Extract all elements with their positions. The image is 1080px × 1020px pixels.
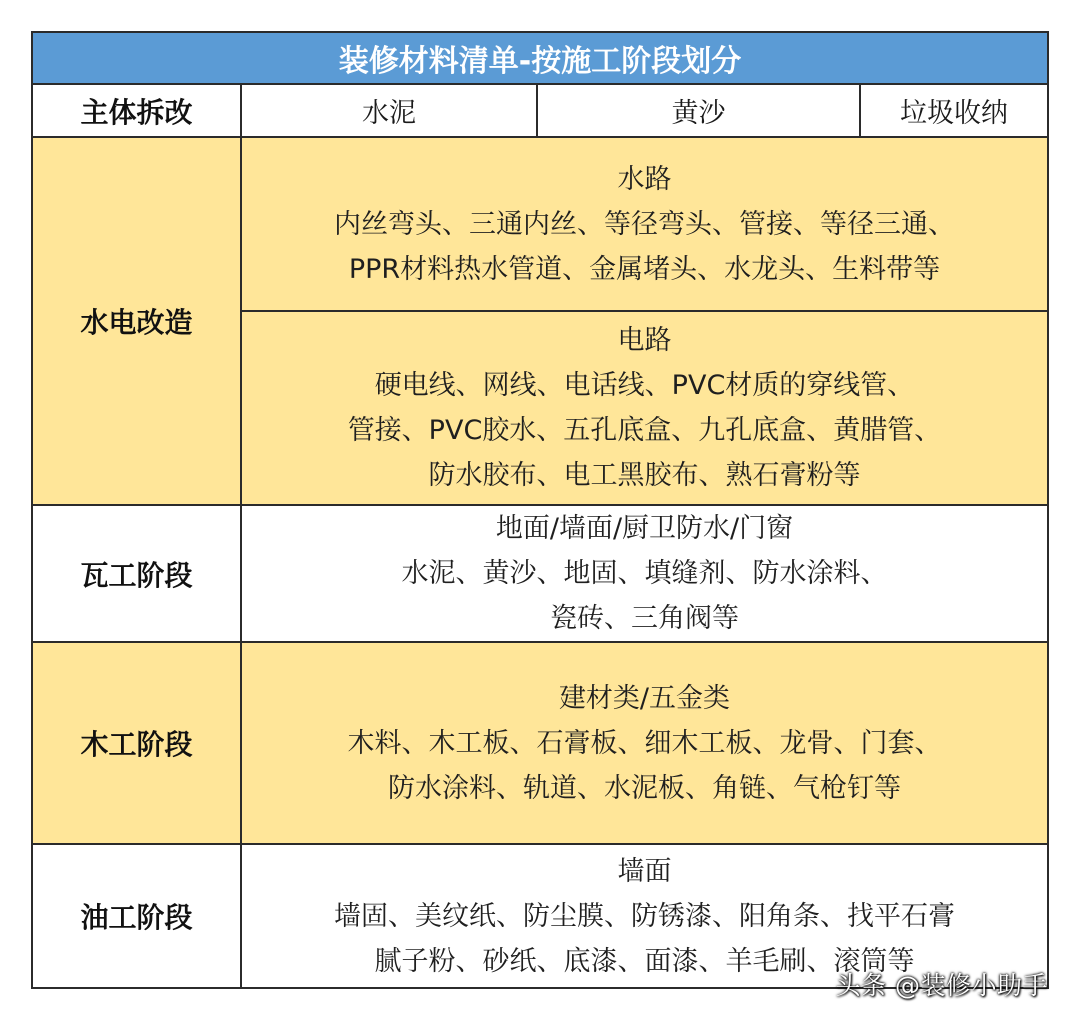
tiling-materials bbox=[242, 506, 1047, 641]
carpentry-materials bbox=[242, 643, 1047, 843]
material-cell: 垃圾收纳 bbox=[900, 98, 1008, 129]
material-line: 防水涂料、轨道、水泥板、角链、气枪钉等 bbox=[388, 772, 901, 804]
material-line: 防水胶布、电工黑胶布、熟石膏粉等 bbox=[428, 460, 861, 491]
table-row-plumbing-electrical bbox=[33, 138, 1047, 506]
material-cell: 黄沙 bbox=[538, 85, 861, 136]
electrical-block bbox=[242, 312, 1047, 504]
block-heading: 建材类/五金类 bbox=[558, 682, 731, 714]
material-line: 腻子粉、砂纸、底漆、面漆、羊毛刷、滚筒等 bbox=[374, 945, 915, 977]
stage-label: 木工阶段 bbox=[33, 643, 242, 843]
material-line: 墙固、美纹纸、防尘膜、防锈漆、阳角条、找平石膏 bbox=[334, 900, 955, 932]
stage-label: 瓦工阶段 bbox=[33, 506, 242, 641]
table-title: 装修材料清单-按施工阶段划分 bbox=[33, 33, 1047, 85]
material-cell: 水泥 bbox=[242, 85, 538, 136]
materials-table bbox=[31, 31, 1049, 989]
block-heading: 电路 bbox=[617, 325, 672, 356]
block-heading: 地面/墙面/厨卫防水/门窗 bbox=[495, 513, 794, 544]
material-line: 内丝弯头、三通内丝、等径弯头、管接、等径三通、 bbox=[334, 208, 955, 240]
table-row-carpentry bbox=[33, 643, 1047, 845]
table-row-tiling bbox=[33, 506, 1047, 643]
stage-label: 油工阶段 bbox=[33, 845, 242, 987]
material-line: 木料、木工板、石膏板、细木工板、龙骨、门套、 bbox=[347, 727, 942, 759]
plumbing-block bbox=[242, 138, 1047, 312]
material-line: PPR材料热水管道、金属堵头、水龙头、生料带等 bbox=[348, 253, 941, 285]
material-line: 水泥、黄沙、地固、填缝剂、防水涂料、 bbox=[401, 558, 888, 589]
stage-label: 主体拆改 bbox=[33, 85, 242, 136]
block-heading: 水路 bbox=[617, 163, 672, 195]
material-line: 管接、PVC胶水、五孔底盒、九孔底盒、黄腊管、 bbox=[347, 415, 942, 446]
stage-label: 水电改造 bbox=[33, 138, 242, 504]
block-heading: 墙面 bbox=[617, 855, 672, 887]
table-row-demolition bbox=[33, 85, 1047, 138]
source-watermark: 头条 @装修小助手 bbox=[835, 971, 1048, 1000]
material-line: 硬电线、网线、电话线、PVC材质的穿线管、 bbox=[374, 370, 915, 401]
material-line: 瓷砖、三角阀等 bbox=[550, 603, 739, 634]
